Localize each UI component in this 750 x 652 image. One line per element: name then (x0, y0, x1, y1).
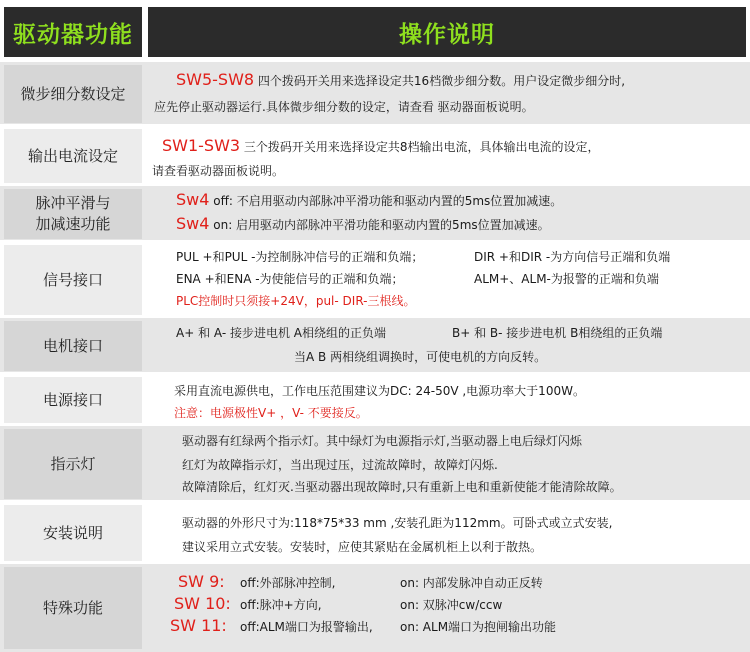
warning-text: 注意：电源极性V+ ，V- 不要接反。 (174, 406, 368, 420)
warning-text: PLC控制时只须接+24V，pul- DIR-三根线。 (176, 294, 416, 308)
line-text: 采用直流电源供电，工作电压范围建议为DC: 24-50V ,电源功率大于100W。 (174, 384, 585, 398)
row-microstep (0, 62, 750, 126)
switch-code: SW 11: (170, 616, 227, 635)
row-current (0, 126, 750, 186)
line-text: on: ALM端口为抱闸输出功能 (400, 620, 557, 634)
switch-code: Sw4 (176, 214, 210, 233)
row-label: 微步细分数设定 (4, 65, 142, 123)
row-text (162, 136, 600, 155)
row-label: 输出电流设定 (4, 129, 142, 183)
row-label: 特殊功能 (4, 567, 142, 649)
line-text: 当A B 两相绕组调换时，可使电机的方向反转。 (294, 350, 547, 364)
table-header (0, 0, 750, 62)
line-text: 建议采用立式安装。安装时，应使其紧贴在金属机柜上以利于散热。 (182, 540, 543, 554)
line-text: 三个拨码开关用来选择设定共8档输出电流，具体输出电流的设定， (243, 140, 600, 154)
line-text: ENA +和ENA -为使能信号的正端和负端； (176, 272, 404, 286)
line-text: on: 双脉冲cw/ccw (400, 598, 503, 612)
row-special (0, 564, 750, 652)
special-line (170, 616, 373, 635)
line-text: 驱动器有红绿两个指示灯。其中绿灯为电源指示灯,当驱动器上电后绿灯闪烁 (182, 434, 582, 448)
row-indicator (0, 426, 750, 502)
line-text: DIR +和DIR -为方向信号正端和负端 (474, 250, 671, 264)
row-text (176, 70, 625, 89)
line-text: 应先停止驱动器运行.具体微步细分数的设定，请查看 驱动器面板说明。 (154, 100, 534, 114)
row-label: 电源接口 (4, 377, 142, 423)
line-text: 故障清除后，红灯灭.当驱动器出现故障时,只有重新上电和重新使能才能清除故障。 (182, 480, 622, 494)
label-line: 加减速功能 (35, 215, 111, 233)
row-label (4, 189, 142, 239)
switch-code: Sw4 (176, 190, 210, 209)
line-text: 驱动器的外形尺寸为:118*75*33 mm ,安装孔距为112mm。可卧式或立式安装, (182, 516, 613, 530)
line-text: off:外部脉冲控制, (240, 576, 336, 590)
line-text: off:脉冲+方向, (240, 598, 322, 612)
special-line (178, 572, 335, 591)
row-label: 指示灯 (4, 429, 142, 499)
switch-code: SW1-SW3 (162, 136, 241, 155)
header-instructions: 操作说明 (148, 7, 746, 57)
special-line (174, 594, 322, 613)
row-motor (0, 318, 750, 374)
row-text (176, 190, 562, 209)
line-text: B+ 和 B- 接步进电机 B相绕组的正负端 (452, 326, 663, 340)
line-text: off:ALM端口为报警输出, (240, 620, 373, 634)
row-text (176, 214, 550, 233)
switch-code: SW 9: (178, 572, 225, 591)
row-power (0, 374, 750, 426)
switch-code: SW5-SW8 (176, 70, 255, 89)
row-label: 安装说明 (4, 505, 142, 561)
row-label: 信号接口 (4, 245, 142, 315)
row-install (0, 502, 750, 564)
row-signal (0, 242, 750, 318)
label-line: 脉冲平滑与 (35, 194, 111, 212)
line-text: off: 不启用驱动内部脉冲平滑功能和驱动内置的5ms位置加减速。 (213, 194, 563, 208)
line-text: 请查看驱动器面板说明。 (152, 164, 285, 178)
line-text: 四个拨码开关用来选择设定共16档微步细分数。用户设定微步细分时, (257, 74, 626, 88)
line-text: on: 启用驱动内部脉冲平滑功能和驱动内置的5ms位置加减速。 (213, 218, 550, 232)
row-label: 电机接口 (4, 321, 142, 371)
line-text: PUL +和PUL -为控制脉冲信号的正端和负端； (176, 250, 424, 264)
line-text: A+ 和 A- 接步进电机 A相绕组的正负端 (176, 326, 387, 340)
line-text: on: 内部发脉冲自动正反转 (400, 576, 543, 590)
row-smooth (0, 186, 750, 242)
switch-code: SW 10: (174, 594, 231, 613)
line-text: 红灯为故障指示灯，当出现过压，过流故障时，故障灯闪烁. (182, 458, 498, 472)
line-text: ALM+、ALM-为报警的正端和负端 (474, 272, 659, 286)
header-function: 驱动器功能 (4, 7, 142, 57)
